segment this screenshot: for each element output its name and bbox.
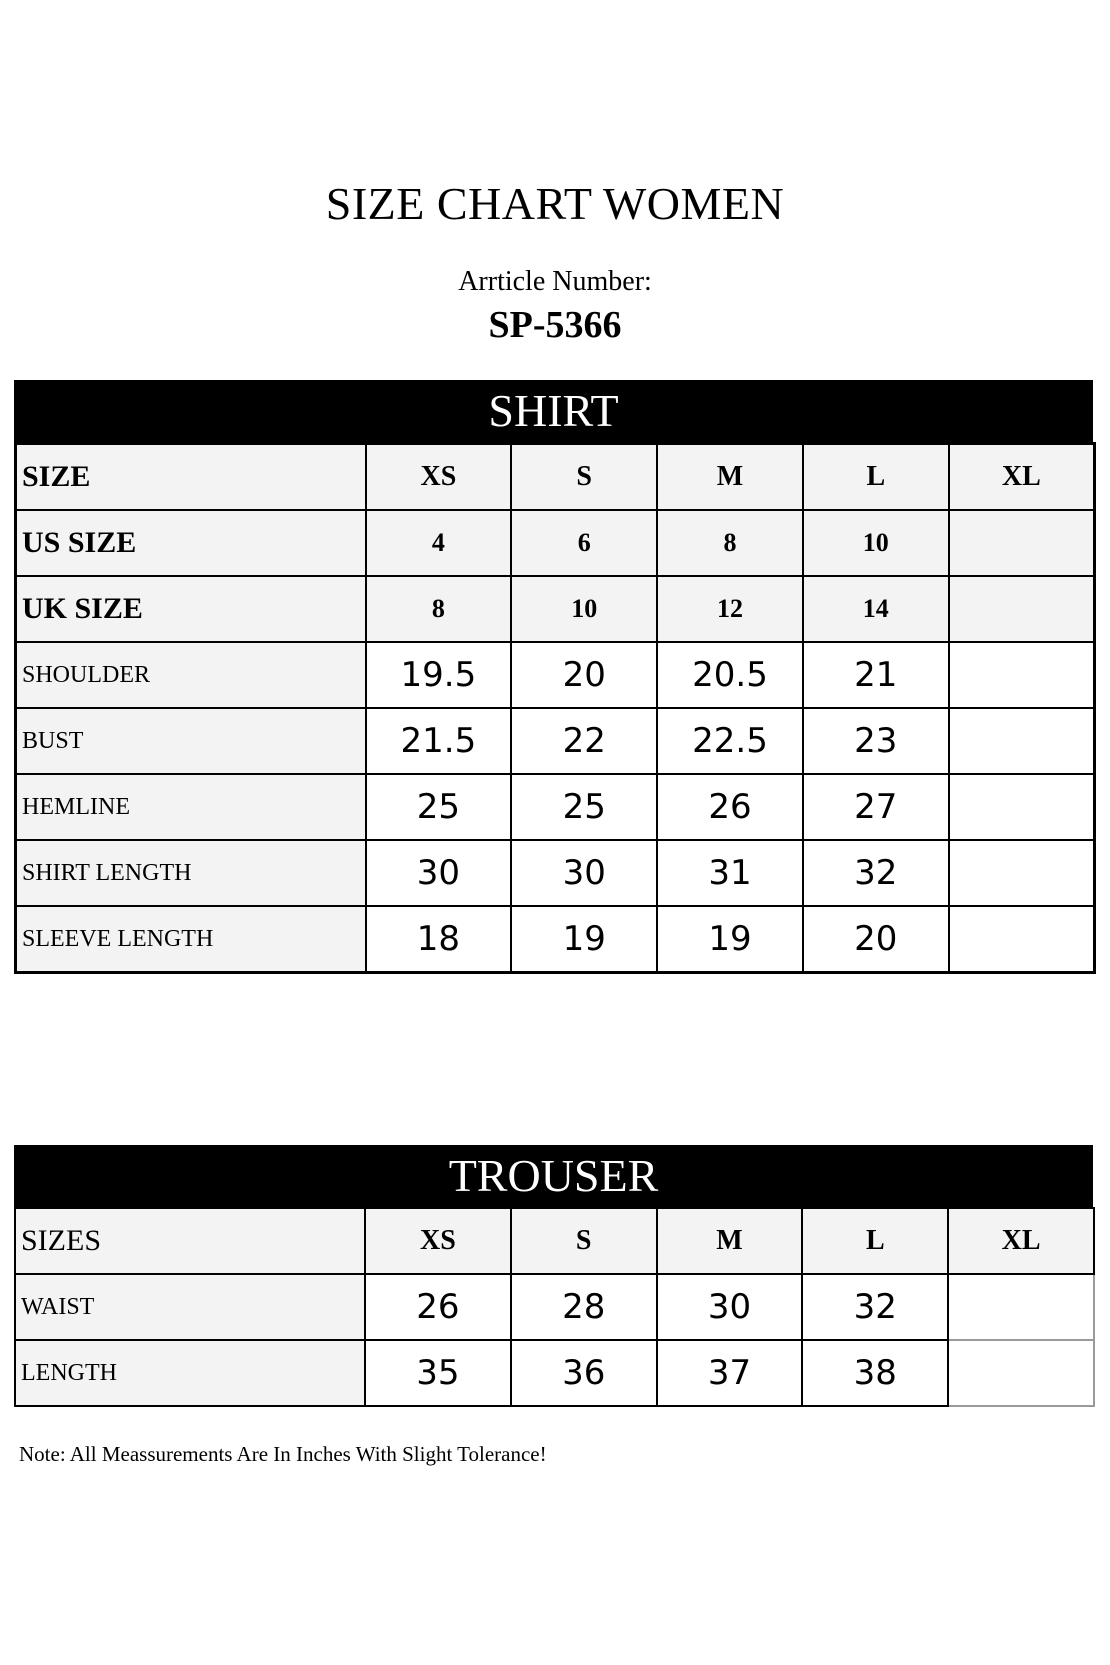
- table-cell: 26: [657, 774, 803, 840]
- row-label: LENGTH: [15, 1340, 365, 1406]
- size-header-cell: XS: [365, 1208, 511, 1274]
- table-cell: 30: [657, 1274, 803, 1340]
- table-cell: 8: [657, 510, 803, 576]
- page-title: SIZE CHART WOMEN: [325, 178, 785, 229]
- table-cell: [949, 840, 1095, 906]
- trouser-section-header: TROUSER: [14, 1145, 1093, 1207]
- article-number-label: Arrticle Number:: [458, 266, 652, 297]
- table-cell: 37: [657, 1340, 803, 1406]
- size-header-cell: S: [511, 444, 657, 511]
- shirt-sleeve-length-row: [16, 906, 1095, 973]
- row-label: SIZE: [16, 444, 366, 511]
- shirt-shoulder-row: [16, 642, 1095, 708]
- row-label: SIZES: [15, 1208, 365, 1274]
- row-label: BUST: [16, 708, 366, 774]
- table-cell: 30: [511, 840, 657, 906]
- table-cell: 23: [803, 708, 949, 774]
- size-header-cell: L: [802, 1208, 948, 1274]
- table-cell: 4: [366, 510, 512, 576]
- table-cell: 20: [803, 906, 949, 973]
- table-cell: 12: [657, 576, 803, 642]
- trouser-size-table-section: [14, 1145, 1093, 1407]
- table-cell: 18: [366, 906, 512, 973]
- shirt-length-row: [16, 840, 1095, 906]
- table-cell: 22.5: [657, 708, 803, 774]
- row-label: US SIZE: [16, 510, 366, 576]
- table-cell: 19.5: [366, 642, 512, 708]
- table-cell: 32: [802, 1274, 948, 1340]
- table-cell: 22: [511, 708, 657, 774]
- table-cell: 20: [511, 642, 657, 708]
- size-header-cell: M: [657, 444, 803, 511]
- table-cell: 25: [366, 774, 512, 840]
- shirt-bust-row: [16, 708, 1095, 774]
- measurement-note: Note: All Meassurements Are In Inches With Slight Tolerance!: [19, 1442, 547, 1466]
- table-cell: 26: [365, 1274, 511, 1340]
- table-cell: 36: [511, 1340, 657, 1406]
- row-label: SHIRT LENGTH: [16, 840, 366, 906]
- table-cell: 21: [803, 642, 949, 708]
- trouser-size-row: [15, 1208, 1094, 1274]
- table-cell: [949, 774, 1095, 840]
- table-cell: [948, 1340, 1094, 1406]
- row-label: SLEEVE LENGTH: [16, 906, 366, 973]
- table-cell: 14: [803, 576, 949, 642]
- shirt-us-size-row: [16, 510, 1095, 576]
- table-cell: 27: [803, 774, 949, 840]
- shirt-size-table: [14, 442, 1096, 974]
- table-cell: 19: [657, 906, 803, 973]
- row-label: UK SIZE: [16, 576, 366, 642]
- table-cell: 25: [511, 774, 657, 840]
- table-cell: 31: [657, 840, 803, 906]
- table-cell: [949, 642, 1095, 708]
- table-cell: 20.5: [657, 642, 803, 708]
- size-header-cell: L: [803, 444, 949, 511]
- trouser-length-row: [15, 1340, 1094, 1406]
- table-cell: 10: [803, 510, 949, 576]
- size-header-cell: M: [657, 1208, 803, 1274]
- table-cell: [949, 708, 1095, 774]
- table-cell: [949, 906, 1095, 973]
- table-cell: [948, 1274, 1094, 1340]
- trouser-waist-row: [15, 1274, 1094, 1340]
- table-cell: 19: [511, 906, 657, 973]
- table-cell: 21.5: [366, 708, 512, 774]
- table-cell: 6: [511, 510, 657, 576]
- table-cell: 38: [802, 1340, 948, 1406]
- size-header-cell: S: [511, 1208, 657, 1274]
- shirt-hemline-row: [16, 774, 1095, 840]
- row-label: HEMLINE: [16, 774, 366, 840]
- table-cell: 28: [511, 1274, 657, 1340]
- table-cell: 8: [366, 576, 512, 642]
- shirt-uk-size-row: [16, 576, 1095, 642]
- size-header-cell: XL: [949, 444, 1095, 511]
- size-header-cell: XL: [948, 1208, 1094, 1274]
- table-cell: 30: [366, 840, 512, 906]
- size-header-cell: XS: [366, 444, 512, 511]
- trouser-size-table: [14, 1207, 1095, 1407]
- table-cell: [949, 576, 1095, 642]
- article-number-value: SP-5366: [488, 304, 622, 346]
- table-cell: 10: [511, 576, 657, 642]
- row-label: WAIST: [15, 1274, 365, 1340]
- table-cell: [949, 510, 1095, 576]
- table-cell: 32: [803, 840, 949, 906]
- shirt-section-header: SHIRT: [14, 380, 1093, 442]
- shirt-size-table-section: [14, 380, 1093, 974]
- shirt-size-row: [16, 444, 1095, 511]
- row-label: SHOULDER: [16, 642, 366, 708]
- table-cell: 35: [365, 1340, 511, 1406]
